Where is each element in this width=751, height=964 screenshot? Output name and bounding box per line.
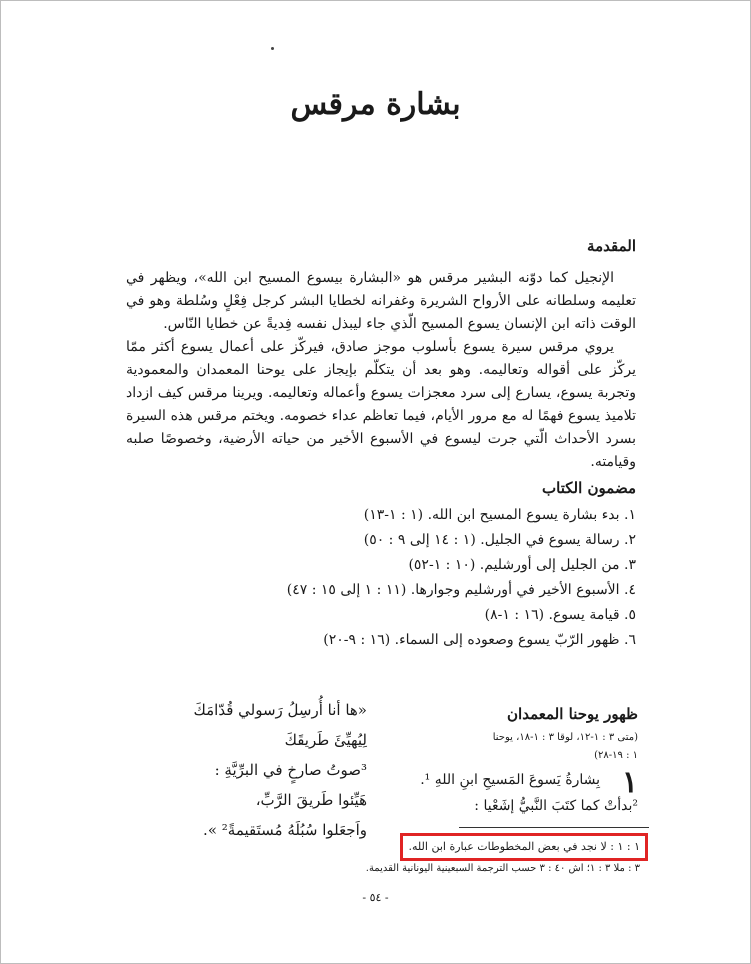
reference-line: ١ : ١٩-٢٨) (594, 750, 638, 761)
cross-references (388, 729, 638, 765)
contents-item: ١. بدء بشارة يسوع المسيح ابن الله. (١ : ١-١٣) (363, 507, 636, 523)
poem-line: هَيِّئوا طَريقَ الرَّبِّ، (255, 791, 367, 809)
contents-item: ٢. رسالة يسوع في الجليل. (١ : ١٤ إلى ٩ : ٥٠) (363, 532, 636, 548)
contents-item: ٤. الأسبوع الأخير في أورشليم وجوارها. (١١ : ١ إلى ١٥ : ٤٧) (286, 582, 636, 598)
page-number: - ٥٤ - (362, 891, 389, 904)
contents-heading: مضمون الكتاب (542, 479, 636, 497)
poem-line: واَجعَلوا سُبُلَهُ مُستَقيمةً² ». (203, 821, 367, 839)
quoted-poem (193, 695, 367, 845)
page-title: بشارة مرقس (290, 87, 461, 122)
footnote-divider (459, 827, 649, 828)
section-title: ظهور يوحنا المعمدان (507, 705, 638, 723)
poem-line: ³صوتُ صارخٍ في البرِّيَّةِ : (214, 761, 367, 779)
reference-line: (متى ٣ : ١-١٢، لوقا ٣ : ١-١٨، يوحنا (492, 732, 638, 743)
intro-text (126, 267, 636, 474)
footnote-1: ١ : ١ : لا نجد في بعض المخطوطات عبارة ابن الله. (408, 840, 640, 853)
ink-dot (271, 47, 274, 50)
contents-list (96, 503, 636, 653)
verse-1: بِشارةُ يَسوعَ المَسيحِ ابنِ اللهِ ¹. (420, 772, 600, 788)
intro-heading: المقدمة (587, 237, 636, 255)
contents-item: ٦. ظهور الرّبّ يسوع وصعوده إلى السماء. (١٦ : ٩-٢٠) (323, 632, 636, 648)
footnote-2: ٣ : ملا ٣ : ١؛ اش ٤٠ : ٣ حسب الترجمة السبعينية اليونانية القديمة. (365, 863, 640, 874)
poem-line: «ها أنا أُرسِلُ رَسولي قُدّامَكَ (193, 701, 367, 719)
contents-item: ٥. قيامة يسوع. (١٦ : ١-٨) (484, 607, 636, 623)
intro-paragraph: الإنجيل كما دوّنه البشير مرقس هو «البشارة بيسوع المسيح ابن الله»، ويظهر في تعليمه وسلطانه على الأرواح الشريرة وغفرانه لخطايا البشر كرجل فِعْلٍ وسُلطة وهو في الوقت ذاته ابن الإنسان يسوع المسيح الّذي جاء ليبذل نفسه فِديةً عن خطايا النّاس. (126, 270, 636, 332)
intro-paragraph: يروي مرقس سيرة يسوع بأسلوب موجز صادق، فيركّز على أعمال يسوع أكثر ممّا يركّز على أقواله وتعاليمه. وهو بعد أن يتكلّم بإيجاز على يوحنا المعمدان والمعمودية وتجربة يسوع، يسارع إلى سرد معجزات يسوع وأعماله وتعاليمه. ويرينا مرقس كيف ازداد تلاميذ يسوع فهمًا له مع مرور الأيام، فيما تعاظم عداء خصومه. ويختم مرقس هذه السيرة بسرد الأحداث الّتي جرت ليسوع في الأسبوع الأخير من حياته الأرضية، وخصوصًا صلبه وقيامته. (126, 339, 636, 470)
verse-2: ²بدأتْ كما كتَبَ النَّبيُّ إشَعْيا : (474, 798, 638, 814)
contents-item: ٣. من الجليل إلى أورشليم. (١٠ : ١-٥٢) (408, 557, 636, 573)
poem-line: لِيُهيِّئَ طَريقَكَ (284, 731, 367, 749)
chapter-number: ١ (621, 765, 638, 800)
